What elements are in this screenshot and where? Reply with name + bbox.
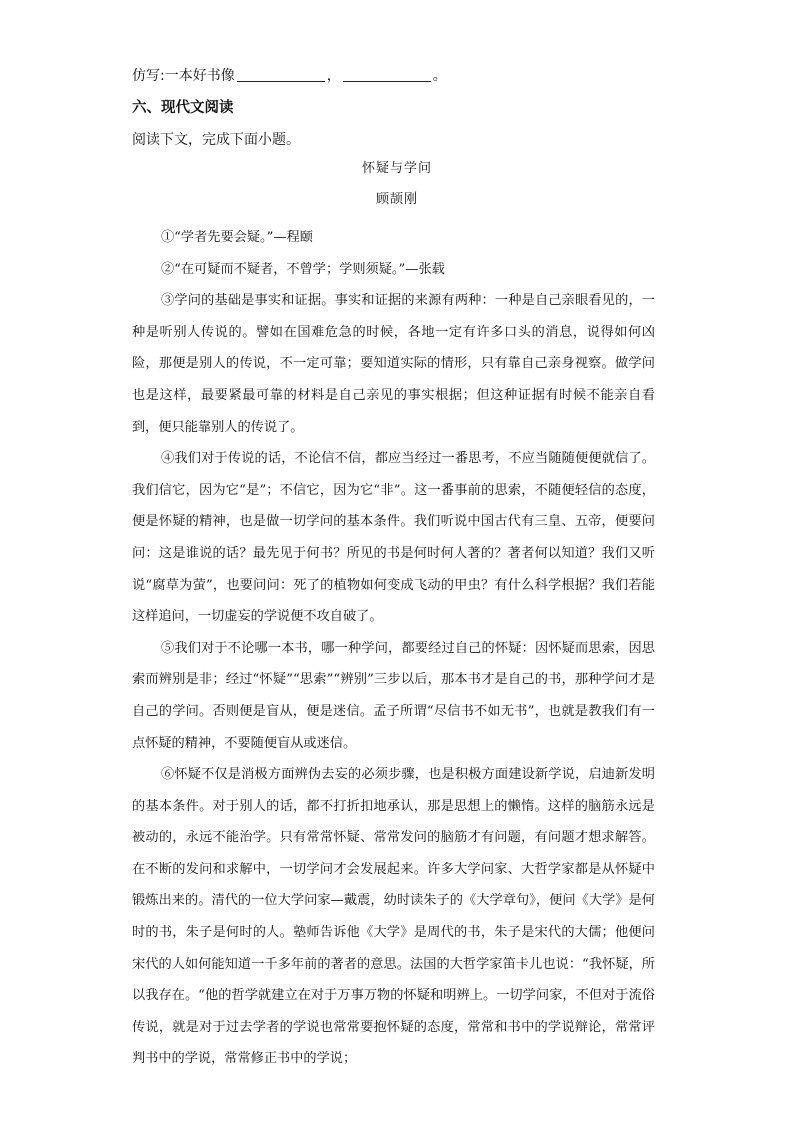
period: 。	[432, 68, 447, 84]
article-paragraph: ⑥怀疑不仅是消极方面辨伪去妄的必须步骤，也是积极方面建设新学说，启迪新发明的基本条件。对于别人的话，都不打折扣地承认，那是思想上的懒惰。这样的脑筋永远是被动的，永远不能治学。只有常常怀疑、常常发问的脑筋才有问题，有问题才想求解答。在不断的发问和求解中，一切学问才会发展起来。许多大学问家、大哲学家都是从怀疑中锻炼出来的。清代的一位大学问家—戴震，幼时读朱子的《大学章句》，便问《大学》是何时的书，朱子是何时的人。塾师告诉他《大学》是周代的书，朱子是宋代的大儒；他便问宋代的人如何能知道一千多年前的著者的意思。法国的大哲学家笛卡儿也说：“我怀疑，所以我存在。“他的哲学就建立在对于万事万物的怀疑和明辨上。一切学问家，不但对于流俗传说，就是对于过去学者的学说也常常要抱怀疑的态度，常常和书中的学说辩论，常常评判书中的学说，常常修正书中的学说；	[132, 767, 655, 1067]
article-paragraph: ③学问的基础是事实和证据。事实和证据的来源有两种：一种是自己亲眼看见的，一种是听别人传说的。譬如在国难危急的时候，各地一定有许多口头的消息，说得如何凶险，那便是别人的传说，不一定可靠；要知道实际的情形，只有靠自己亲身视察。做学问也是这样，最要紧最可靠的材料是自己亲见的事实根据；但这种证据有时候不能亲自看到，便只能靠别人的传说了。	[132, 293, 655, 435]
section-heading: 六、现代文阅读	[132, 100, 234, 116]
article-paragraph: ⑤我们对于不论哪一本书，哪一种学问，都要经过自己的怀疑：因怀疑而思索，因思索而辨别是非；经过“怀疑”“思索”“辨别”三步以后，那本书才是自己的书，那种学问才是自己的学问。否则便是盲从，便是迷信。孟子所谓“尽信书不如无书”，也就是教我们有一点怀疑的精神，不要随便盲从或迷信。	[132, 640, 655, 751]
article-paragraph: ④我们对于传说的话，不论信不信，都应当经过一番思考，不应当随随便便就信了。我们信它，因为它“是”；不信它，因为它“非”。这一番事前的思索，不随便轻信的态度，便是怀疑的精神，也是做一切学问的基本条件。我们听说中国古代有三皇、五帝，便要问问：这是谁说的话？最先见于何书？所见的书是何时何人著的？著者何以知道？我们又听说“腐草为萤”，也要问问：死了的植物如何变成飞动的甲虫？有什么科学根据？我们若能这样追问，一切虚妄的学说便不攻自破了。	[132, 451, 655, 625]
answer-blank-1[interactable]	[237, 67, 325, 82]
imitation-exercise	[132, 66, 447, 86]
reading-instruction: 阅读下文，完成下面小题。	[132, 132, 300, 148]
article-author: 顾颉刚	[375, 192, 418, 207]
article-title: 怀疑与学问	[361, 161, 432, 176]
comma: ，	[326, 68, 341, 84]
article-body	[132, 222, 655, 1075]
imitation-prompt: 仿写:一本好书像	[132, 68, 235, 84]
answer-blank-2[interactable]	[343, 67, 431, 82]
epigraph-quote: ②“在可疑而不疑者，不曾学；学则须疑。”—张载	[161, 261, 445, 277]
epigraph-quote: ①“学者先要会疑。”—程颐	[161, 230, 313, 245]
